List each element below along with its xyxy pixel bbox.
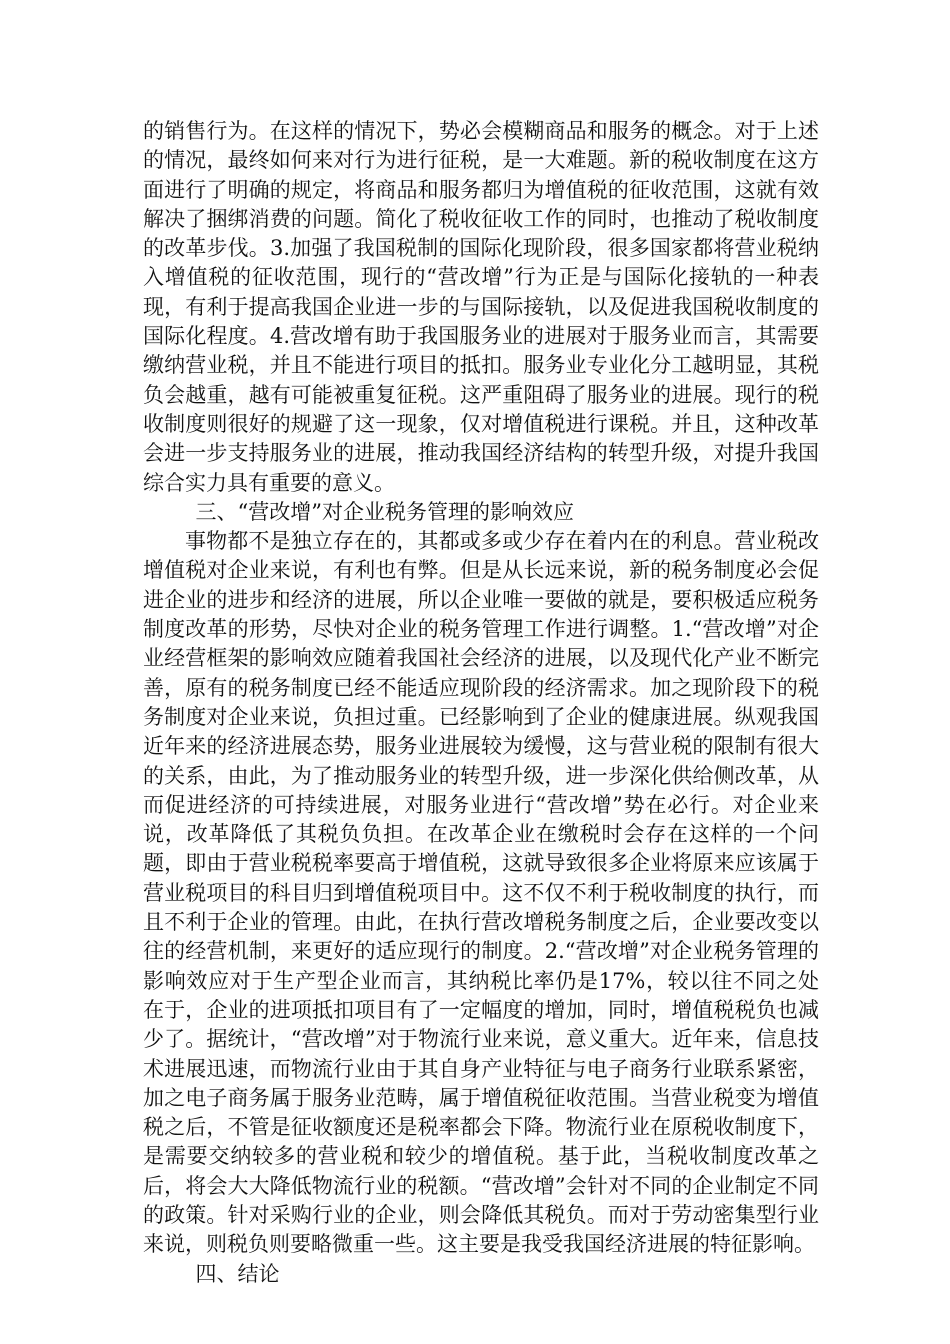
section-heading-3: 三、“营改增”对企业税务管理的影响效应 — [195, 499, 574, 524]
document-page — [143, 117, 819, 1289]
section-heading-4: 四、结论 — [195, 1261, 280, 1286]
body-paragraph-continued: 的销售行为。在这样的情况下，势必会模糊商品和服务的概念。对于上述的情况，最终如何来对行为进行征税，是一大难题。新的税收制度在这方面进行了明确的规定，将商品和服务都归为增值税的征收范围，这就有效解决了捆绑消费的问题。简化了税收征收工作的同时，也推动了税收制度的改革步伐。3.加强了我国税制的国际化现阶段，很多国家都将营业税纳入增值税的征收范围，现行的“营改增”行为正是与国际化接轨的一种表现，有利于提高我国企业进一步的与国际接轨，以及促进我国税收制度的国际化程度。4.营改增有助于我国服务业的进展对于服务业而言，其需要缴纳营业税，并且不能进行项目的抵扣。服务业专业化分工越明显，其税负会越重，越有可能被重复征税。这严重阻碍了服务业的进展。现行的税收制度则很好的规避了这一现象，仅对增值税进行课税。并且，这种改革会进一步支持服务业的进展，推动我国经济结构的转型升级，对提升我国综合实力具有重要的意义。 — [143, 119, 819, 495]
body-paragraph-section-3: 事物都不是独立存在的，其都或多或少存在着内在的利息。营业税改增值税对企业来说，有利也有弊。但是从长远来说，新的税务制度必会促进企业的进步和经济的进展，所以企业唯一要做的就是，要积极适应税务制度改革的形势，尽快对企业的税务管理工作进行调整。1.“营改增”对企业经营框架的影响效应随着我国社会经济的进展，以及现代化产业不断完善，原有的税务制度已经不能适应现阶段的经济需求。加之现阶段下的税务制度对企业来说，负担过重。已经影响到了企业的健康进展。纵观我国近年来的经济进展态势，服务业进展较为缓慢，这与营业税的限制有很大的关系，由此，为了推动服务业的转型升级，进一步深化供给侧改革，从而促进经济的可持续进展，对服务业进行“营改增”势在必行。对企业来说，改革降低了其税负负担。在改革企业在缴税时会存在这样的一个问题，即由于营业税税率要高于增值税，这就导致很多企业将原来应该属于营业税项目的科目归到增值税项目中。这不仅不利于税收制度的执行，而且不利于企业的管理。由此，在执行营改增税务制度之后，企业要改变以往的经营机制，来更好的适应现行的制度。2.“营改增”对企业税务管理的影响效应对于生产型企业而言，其纳税比率仍是17%，较以往不同之处在于，企业的进项抵扣项目有了一定幅度的增加，同时，增值税税负也减少了。据统计，“营改增”对于物流行业来说，意义重大。近年来，信息技术进展迅速，而物流行业由于其自身产业特征与电子商务行业联系紧密，加之电子商务属于服务业范畴，属于增值税征收范围。当营业税变为增值税之后，不管是征收额度还是税率都会下降。物流行业在原税收制度下，是需要交纳较多的营业税和较少的增值税。基于此，当税收制度改革之后，将会大大降低物流行业的税额。“营改增”会针对不同的企业制定不同的政策。针对采购行业的企业，则会降低其税负。而对于劳动密集型行业来说，则税负则要略微重一些。这主要是我受我国经济进展的特征影响。 — [143, 529, 819, 1257]
